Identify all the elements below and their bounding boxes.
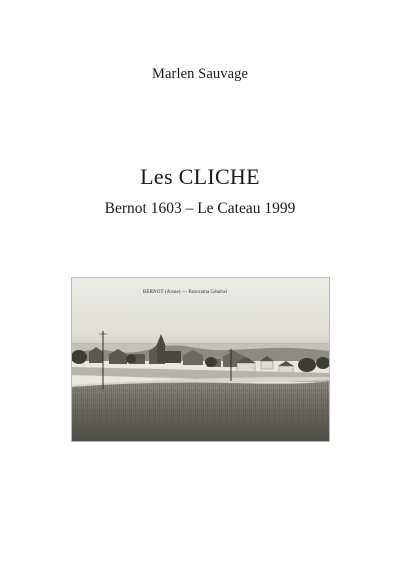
author-name: Marlen Sauvage xyxy=(151,66,249,82)
postcard-caption: BERNOT (Aisne) — Panorama Général xyxy=(143,290,228,295)
vintage-postcard-photo xyxy=(71,277,330,442)
village-panorama-illustration xyxy=(71,277,330,442)
book-title: Les CLICHE xyxy=(140,164,260,189)
book-subtitle: Bernot 1603 – Le Cateau 1999 xyxy=(104,200,296,217)
